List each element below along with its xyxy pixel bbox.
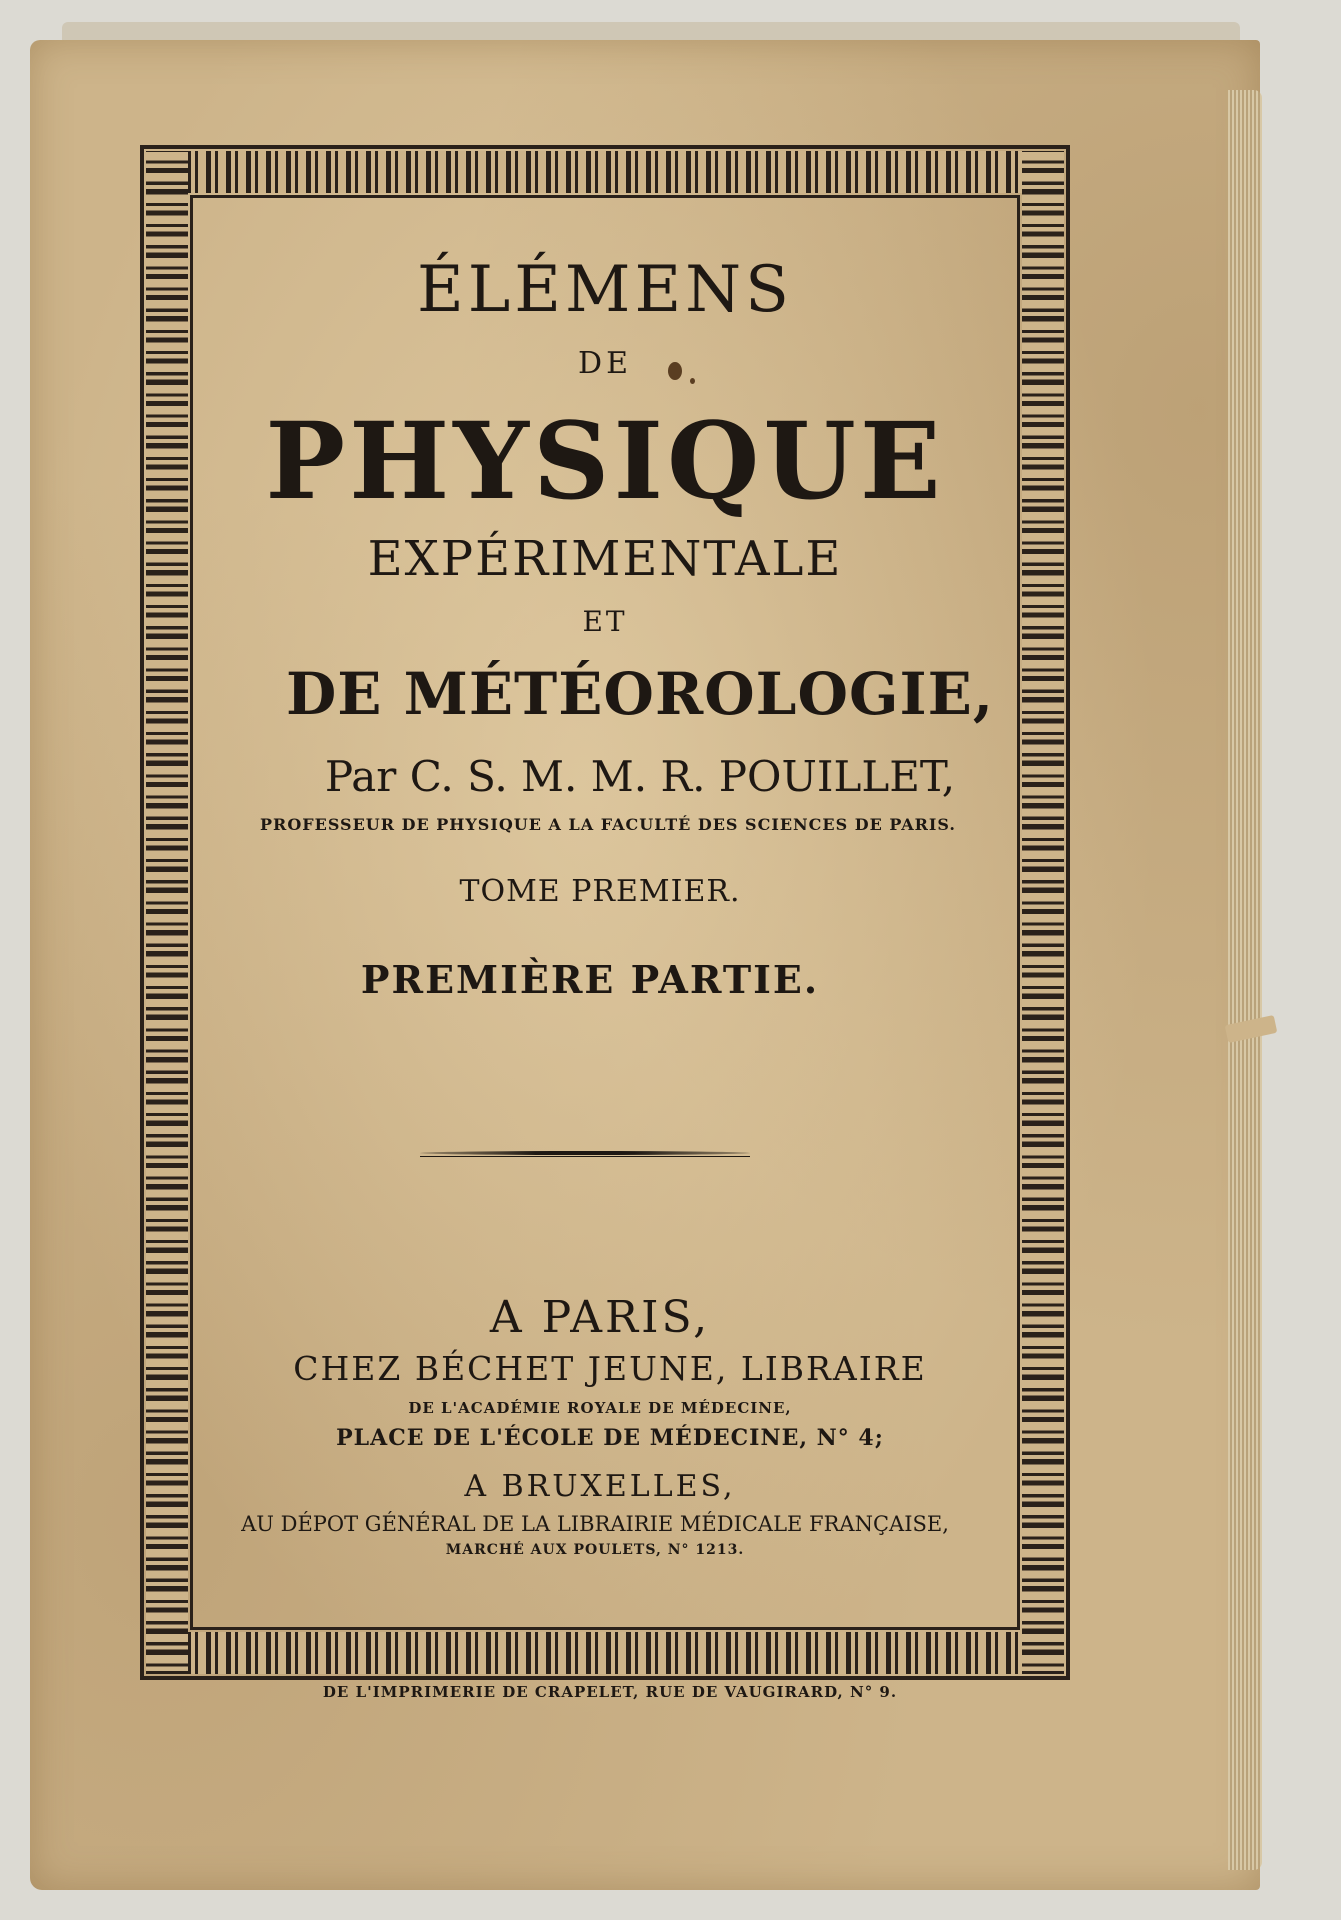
- decorative-rule-thin: [420, 1156, 750, 1157]
- page-edges: [1228, 90, 1262, 1870]
- part-label: PREMIÈRE PARTIE.: [360, 957, 820, 1002]
- volume-label: TOME PREMIER.: [459, 874, 741, 909]
- title-line-physique: PHYSIQUE: [265, 398, 945, 523]
- title-line-et: ET: [582, 605, 628, 638]
- decorative-rule: [420, 1151, 750, 1155]
- imprint-address: PLACE DE L'ÉCOLE DE MÉDECINE, N° 4;: [336, 1425, 884, 1451]
- title-line-elemens: ÉLÉMENS: [416, 253, 794, 327]
- printer-line: DE L'IMPRIMERIE DE CRAPELET, RUE DE VAUGIRARD, N° 9.: [322, 1683, 898, 1701]
- title-line-experimentale: EXPÉRIMENTALE: [367, 531, 843, 587]
- title-line-de: DE: [578, 346, 632, 381]
- imprint-city-paris: A PARIS,: [489, 1292, 711, 1343]
- imprint-publisher: CHEZ BÉCHET JEUNE, LIBRAIRE: [293, 1349, 927, 1388]
- imprint-depot: AU DÉPOT GÉNÉRAL DE LA LIBRAIRIE MÉDICALE FRANÇAISE,: [241, 1512, 949, 1536]
- imprint-academie: DE L'ACADÉMIE ROYALE DE MÉDECINE,: [408, 1399, 792, 1417]
- author-line: Par C. S. M. M. R. POUILLET,: [324, 752, 956, 801]
- author-title-line: PROFESSEUR DE PHYSIQUE A LA FACULTÉ DES SCIENCES DE PARIS.: [260, 815, 956, 834]
- title-line-meteorologie: DE MÉTÉOROLOGIE,: [285, 660, 995, 728]
- imprint-city-bruxelles: A BRUXELLES,: [464, 1469, 736, 1504]
- imprint-market-address: MARCHÉ AUX POULETS, N° 1213.: [445, 1542, 745, 1558]
